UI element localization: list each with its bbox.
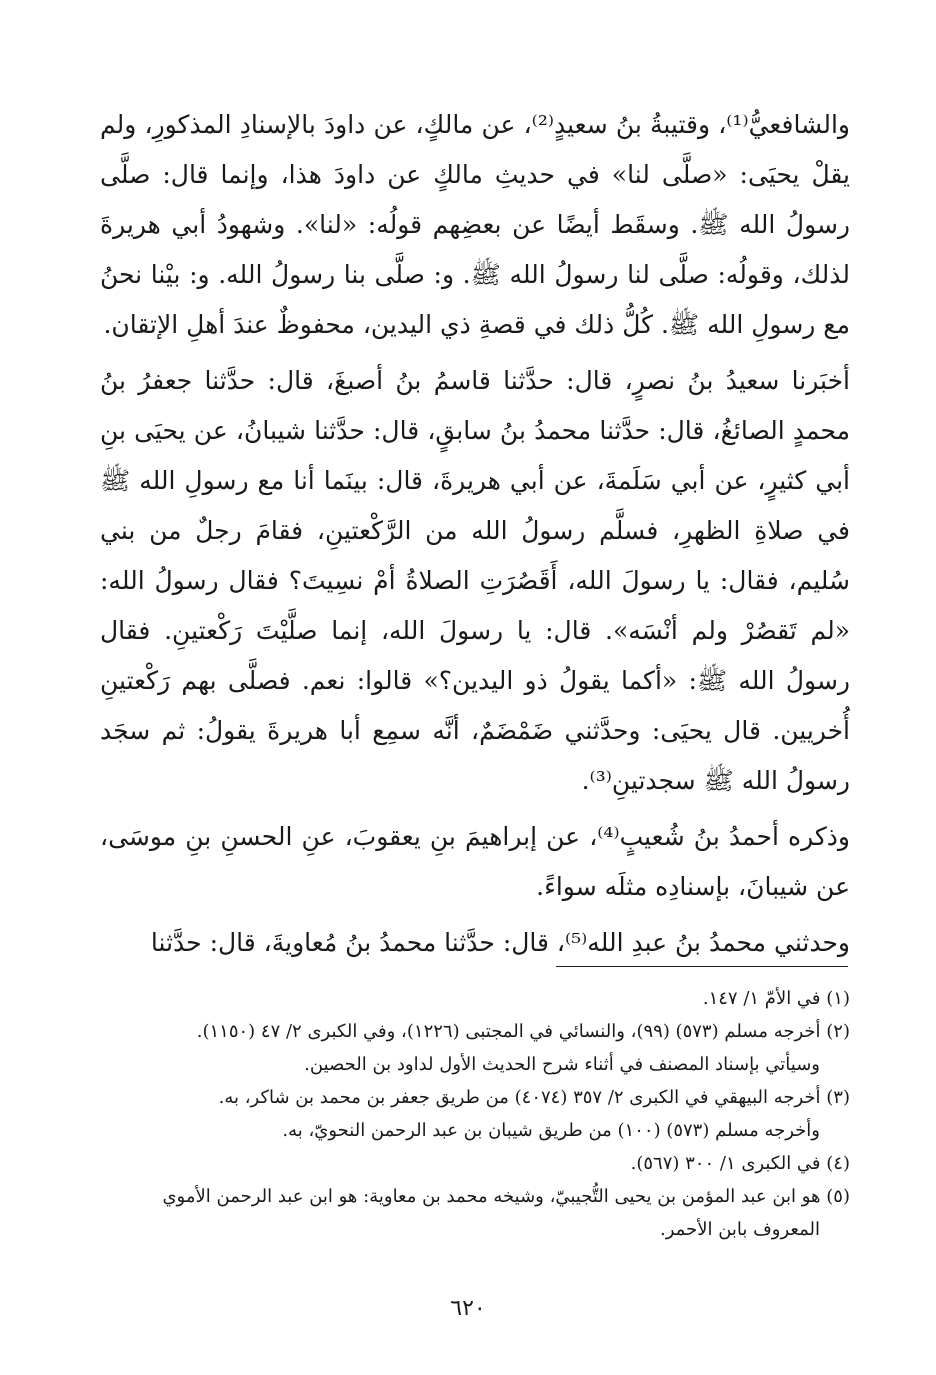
footnote-5-continuation: المعروف بابن الأحمر. [660, 1219, 820, 1240]
main-text [100, 100, 850, 968]
page-number: ٦٢٠ [450, 1296, 486, 1321]
footnote-2-continuation: وسيأتي بإسناد المصنف في أثناء شرح الحديث الأول لداود بن الحصين. [304, 1054, 820, 1075]
footnote-1 [100, 982, 850, 1015]
footnote-3-continuation: وأخرجه مسلم (٥٧٣) (١٠٠) من طريق شيبان بن عبد الرحمن النحويّ، به. [282, 1120, 820, 1141]
footnote-5 [100, 1180, 850, 1246]
footnote-4 [100, 1147, 850, 1180]
paragraph-4: وحدثني محمدُ بنُ عبدِ الله⁽⁵⁾، قال: حدَّثنا محمدُ بنُ مُعاويةَ، قال: حدَّثنا [150, 928, 850, 957]
paragraph-1: والشافعيُّ⁽¹⁾، وقتيبةُ بنُ سعيدٍ⁽²⁾، عن مالكٍ، عن داودَ بالإسنادِ المذكورِ، ولم يقلْ يحيَى: «صلَّى لنا» في حديثِ مالكٍ عن داودَ هذا، وإنما قال: صلَّى رسولُ الله ﷺ. وسقَط أيضًا عن بعضِهم قولُه: «لنا». وشهودُ أبي هريرةَ لذلك، وقولُه: صلَّى لنا رسولُ الله ﷺ. و: صلَّى بنا رسولُ الله. و: بيْنا نحنُ مع رسولِ الله ﷺ. كُلُّ ذلك في قصةِ ذي اليدين، محفوظٌ عندَ أهلِ الإتقان. [100, 110, 850, 339]
footnotes [100, 982, 850, 1246]
paragraph-3: وذكره أحمدُ بنُ شُعيبٍ⁽⁴⁾، عن إبراهيمَ بنِ يعقوبَ، عنِ الحسنِ بنِ موسَى، عن شيبانَ، بإسنادِه مثلَه سواءً. [100, 822, 851, 901]
footnote-3 [100, 1081, 850, 1147]
footnote-2-text: (٢) أخرجه مسلم (٥٧٣) (٩٩)، والنسائي في المجتبى (١٢٢٦)، وفي الكبرى ٢/ ٤٧ (١١٥٠). [196, 1021, 850, 1042]
footnote-3-text: (٣) أخرجه البيهقي في الكبرى ٢/ ٣٥٧ (٤٠٧٤) من طريق جعفر بن محمد بن شاكر، به. [218, 1087, 850, 1108]
footnote-divider [556, 966, 848, 967]
footnote-5-text: (٥) هو ابن عبد المؤمن بن يحيى التُّجيبيّ، وشيخه محمد بن معاوية: هو ابن عبد الرحمن الأموي [162, 1186, 850, 1207]
footnote-1-text: (١) في الأمّ ١/ ١٤٧. [702, 988, 850, 1009]
footnote-4-text: (٤) في الكبرى ١/ ٣٠٠ (٥٦٧). [630, 1153, 850, 1174]
paragraph-2: أخبَرنا سعيدُ بنُ نصرٍ، قال: حدَّثنا قاسمُ بنُ أصبغَ، قال: حدَّثنا جعفرُ بنُ محمدٍ الصائغُ، قال: حدَّثنا محمدُ بنُ سابقٍ، قال: حدَّثنا شيبانُ، عن يحيَى بنِ أبي كثيرٍ، عن أبي سَلَمةَ، عن أبي هريرةَ، قال: بينَما أنا مع رسولِ الله ﷺ في صلاةِ الظهرِ، فسلَّم رسولُ الله من الرَّكْعتينِ، فقامَ رجلٌ من بني سُليم، فقال: يا رسولَ الله، أَقَصُرَتِ الصلاةُ أمْ نسِيتَ؟ فقال رسولُ الله: «لم تَقصُرْ ولم أنْسَه». قال: يا رسولَ الله، إنما صلَّيْتَ رَكْعتينِ. فقال رسولُ الله ﷺ: «أكما يقولُ ذو اليدين؟» قالوا: نعم. فصلَّى بهم رَكْعتينِ أُخريين. قال يحيَى: وحدَّثني ضَمْضَمٌ، أنَّه سمِع أبا هريرةَ يقولُ: ثم سجَد رسولُ الله ﷺ سجدتينِ⁽³⁾. [100, 366, 850, 795]
footnote-2 [100, 1015, 850, 1081]
